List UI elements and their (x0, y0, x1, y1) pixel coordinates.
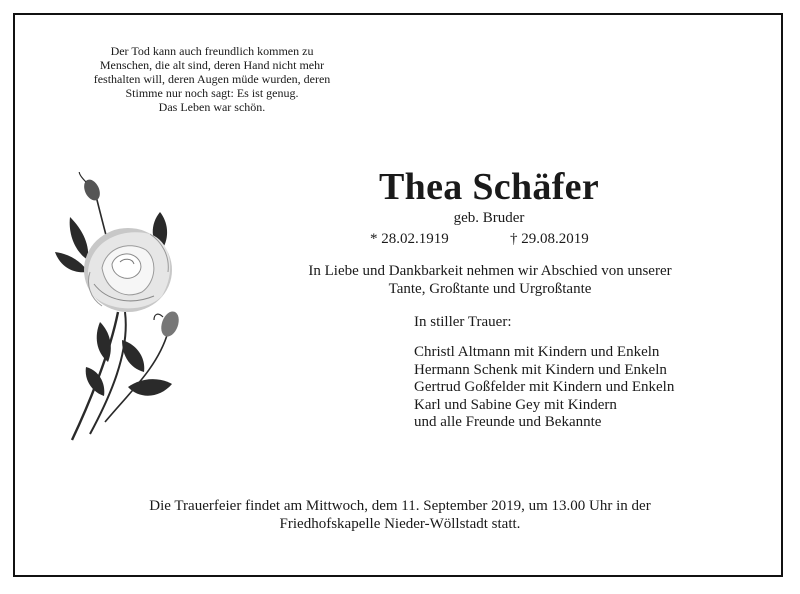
mourner-entry: Hermann Schenk mit Kindern und Enkeln (414, 361, 667, 378)
birth-date: * 28.02.1919 (370, 231, 449, 247)
death-date: † 29.08.2019 (510, 231, 589, 247)
poem-line: Der Tod kann auch freundlich kommen zu (110, 44, 314, 58)
poem (46, 44, 378, 114)
service-announcement (60, 497, 740, 533)
farewell-text (240, 262, 740, 298)
poem-line: Stimme nur noch sagt: Es ist genug. (125, 86, 299, 100)
farewell-line: Tante, Großtante und Urgroßtante (388, 281, 592, 297)
mourners-list (414, 344, 674, 432)
poem-line: Menschen, die alt sind, deren Hand nicht mehr (99, 58, 325, 72)
mourner-entry: Karl und Sabine Gey mit Kindern (414, 396, 617, 413)
deceased-name: Thea Schäfer (379, 166, 599, 208)
rose-illustration (50, 172, 200, 447)
mourner-entry: Gertrud Goßfelder mit Kindern und Enkeln (414, 379, 675, 395)
poem-line: Das Leben war schön. (158, 100, 266, 114)
mourning-intro: In stiller Trauer: (414, 314, 512, 330)
mourner-entry: und alle Freunde und Bekannte (414, 414, 602, 430)
mourner-entry: Christl Altmann mit Kindern und Enkeln (414, 344, 660, 360)
maiden-name: geb. Bruder (453, 210, 525, 226)
service-line: Die Trauerfeier findet am Mittwoch, dem 11. September 2019, um 13.00 Uhr in der (149, 498, 651, 514)
farewell-line: In Liebe und Dankbarkeit nehmen wir Abschied von unserer (308, 263, 672, 279)
poem-line: festhalten will, deren Augen müde wurden, deren (93, 72, 331, 86)
service-line: Friedhofskapelle Nieder-Wöllstadt statt. (279, 516, 521, 532)
